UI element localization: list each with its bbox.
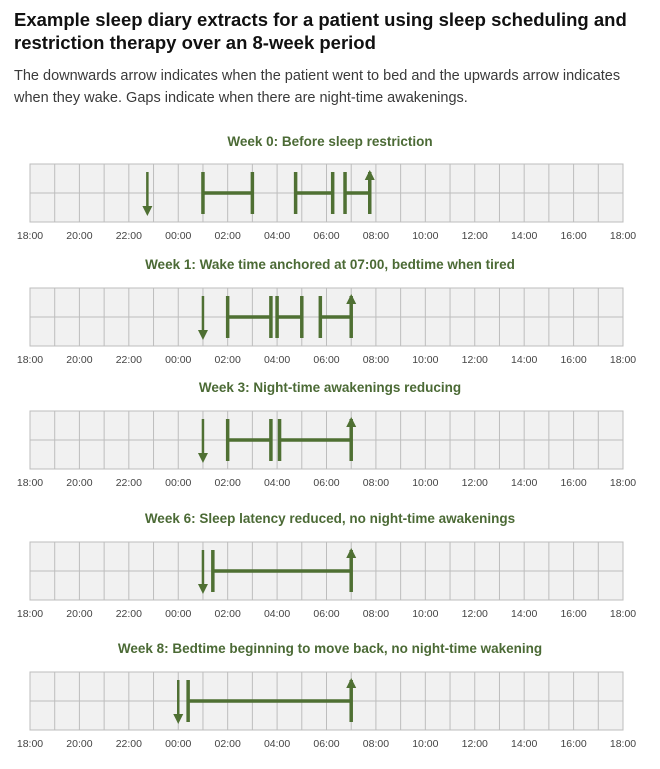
tick-label: 14:00 xyxy=(511,230,538,242)
tick-label: 16:00 xyxy=(560,738,587,750)
tick-label: 02:00 xyxy=(214,608,241,620)
tick-label: 22:00 xyxy=(115,738,142,750)
tick-label: 18:00 xyxy=(609,738,637,750)
tick-label: 08:00 xyxy=(362,230,390,242)
tick-label: 22:00 xyxy=(115,230,142,242)
figure-title: Example sleep diary extracts for a patient using sleep scheduling and restriction therapy over an 8-week period xyxy=(14,9,627,53)
tick-label: 14:00 xyxy=(511,608,538,620)
week-panel xyxy=(17,164,636,242)
tick-label: 14:00 xyxy=(511,354,538,366)
tick-label: 04:00 xyxy=(263,738,291,750)
tick-label: 16:00 xyxy=(560,608,587,620)
tick-label: 20:00 xyxy=(66,608,93,620)
tick-label: 18:00 xyxy=(16,354,44,366)
tick-label: 20:00 xyxy=(66,230,93,242)
tick-label: 10:00 xyxy=(412,608,439,620)
tick-label: 18:00 xyxy=(609,230,637,242)
tick-label: 10:00 xyxy=(412,354,439,366)
tick-label: 20:00 xyxy=(66,738,93,750)
tick-label: 08:00 xyxy=(362,608,390,620)
tick-label: 12:00 xyxy=(461,608,488,620)
tick-label: 06:00 xyxy=(313,354,340,366)
tick-label: 20:00 xyxy=(66,354,93,366)
tick-label: 10:00 xyxy=(412,230,439,242)
tick-label: 12:00 xyxy=(461,230,488,242)
week-panel xyxy=(17,672,636,750)
tick-label: 04:00 xyxy=(263,354,291,366)
tick-label: 18:00 xyxy=(609,477,637,489)
week-8-title: Week 8: Bedtime beginning to move back, no night-time wakening xyxy=(117,641,543,656)
tick-label: 00:00 xyxy=(165,738,192,750)
tick-label: 08:00 xyxy=(362,738,390,750)
tick-label: 02:00 xyxy=(214,230,241,242)
tick-label: 16:00 xyxy=(560,230,587,242)
week-panel xyxy=(17,411,636,489)
tick-label: 18:00 xyxy=(16,738,44,750)
tick-label: 08:00 xyxy=(362,477,390,489)
week-0-title: Week 0: Before sleep restriction xyxy=(227,134,433,149)
tick-label: 18:00 xyxy=(16,477,44,489)
tick-label: 22:00 xyxy=(115,608,142,620)
tick-label: 08:00 xyxy=(362,354,390,366)
tick-label: 04:00 xyxy=(263,608,291,620)
tick-label: 06:00 xyxy=(313,738,340,750)
week-1-title: Week 1: Wake time anchored at 07:00, bedtime when tired xyxy=(145,257,515,272)
tick-label: 12:00 xyxy=(461,738,488,750)
tick-label: 02:00 xyxy=(214,477,241,489)
tick-label: 12:00 xyxy=(461,354,488,366)
tick-label: 18:00 xyxy=(16,608,44,620)
tick-label: 12:00 xyxy=(461,477,488,489)
figure-subtitle: The downwards arrow indicates when the patient went to bed and the upwards arrow indicates when they wake. Gaps indicate when there are night-time awakenings. xyxy=(14,68,621,106)
tick-label: 04:00 xyxy=(263,477,291,489)
tick-label: 18:00 xyxy=(609,608,637,620)
tick-label: 16:00 xyxy=(560,477,587,489)
tick-label: 14:00 xyxy=(511,477,538,489)
tick-label: 06:00 xyxy=(313,477,340,489)
tick-label: 18:00 xyxy=(16,230,44,242)
tick-label: 02:00 xyxy=(214,738,241,750)
week-6-title: Week 6: Sleep latency reduced, no night-time awakenings xyxy=(144,511,516,526)
tick-label: 20:00 xyxy=(66,477,93,489)
tick-label: 10:00 xyxy=(412,738,439,750)
tick-label: 00:00 xyxy=(165,477,192,489)
tick-label: 14:00 xyxy=(511,738,538,750)
tick-label: 00:00 xyxy=(165,608,192,620)
tick-label: 16:00 xyxy=(560,354,587,366)
week-panel xyxy=(17,542,636,620)
tick-label: 06:00 xyxy=(313,230,340,242)
tick-label: 18:00 xyxy=(609,354,637,366)
tick-label: 22:00 xyxy=(115,477,142,489)
tick-label: 22:00 xyxy=(115,354,142,366)
tick-label: 04:00 xyxy=(263,230,291,242)
tick-label: 00:00 xyxy=(165,230,192,242)
week-3-title: Week 3: Night-time awakenings reducing xyxy=(198,380,462,395)
week-panel xyxy=(17,288,636,366)
tick-label: 06:00 xyxy=(313,608,340,620)
tick-label: 10:00 xyxy=(412,477,439,489)
tick-label: 02:00 xyxy=(214,354,241,366)
tick-label: 00:00 xyxy=(165,354,192,366)
